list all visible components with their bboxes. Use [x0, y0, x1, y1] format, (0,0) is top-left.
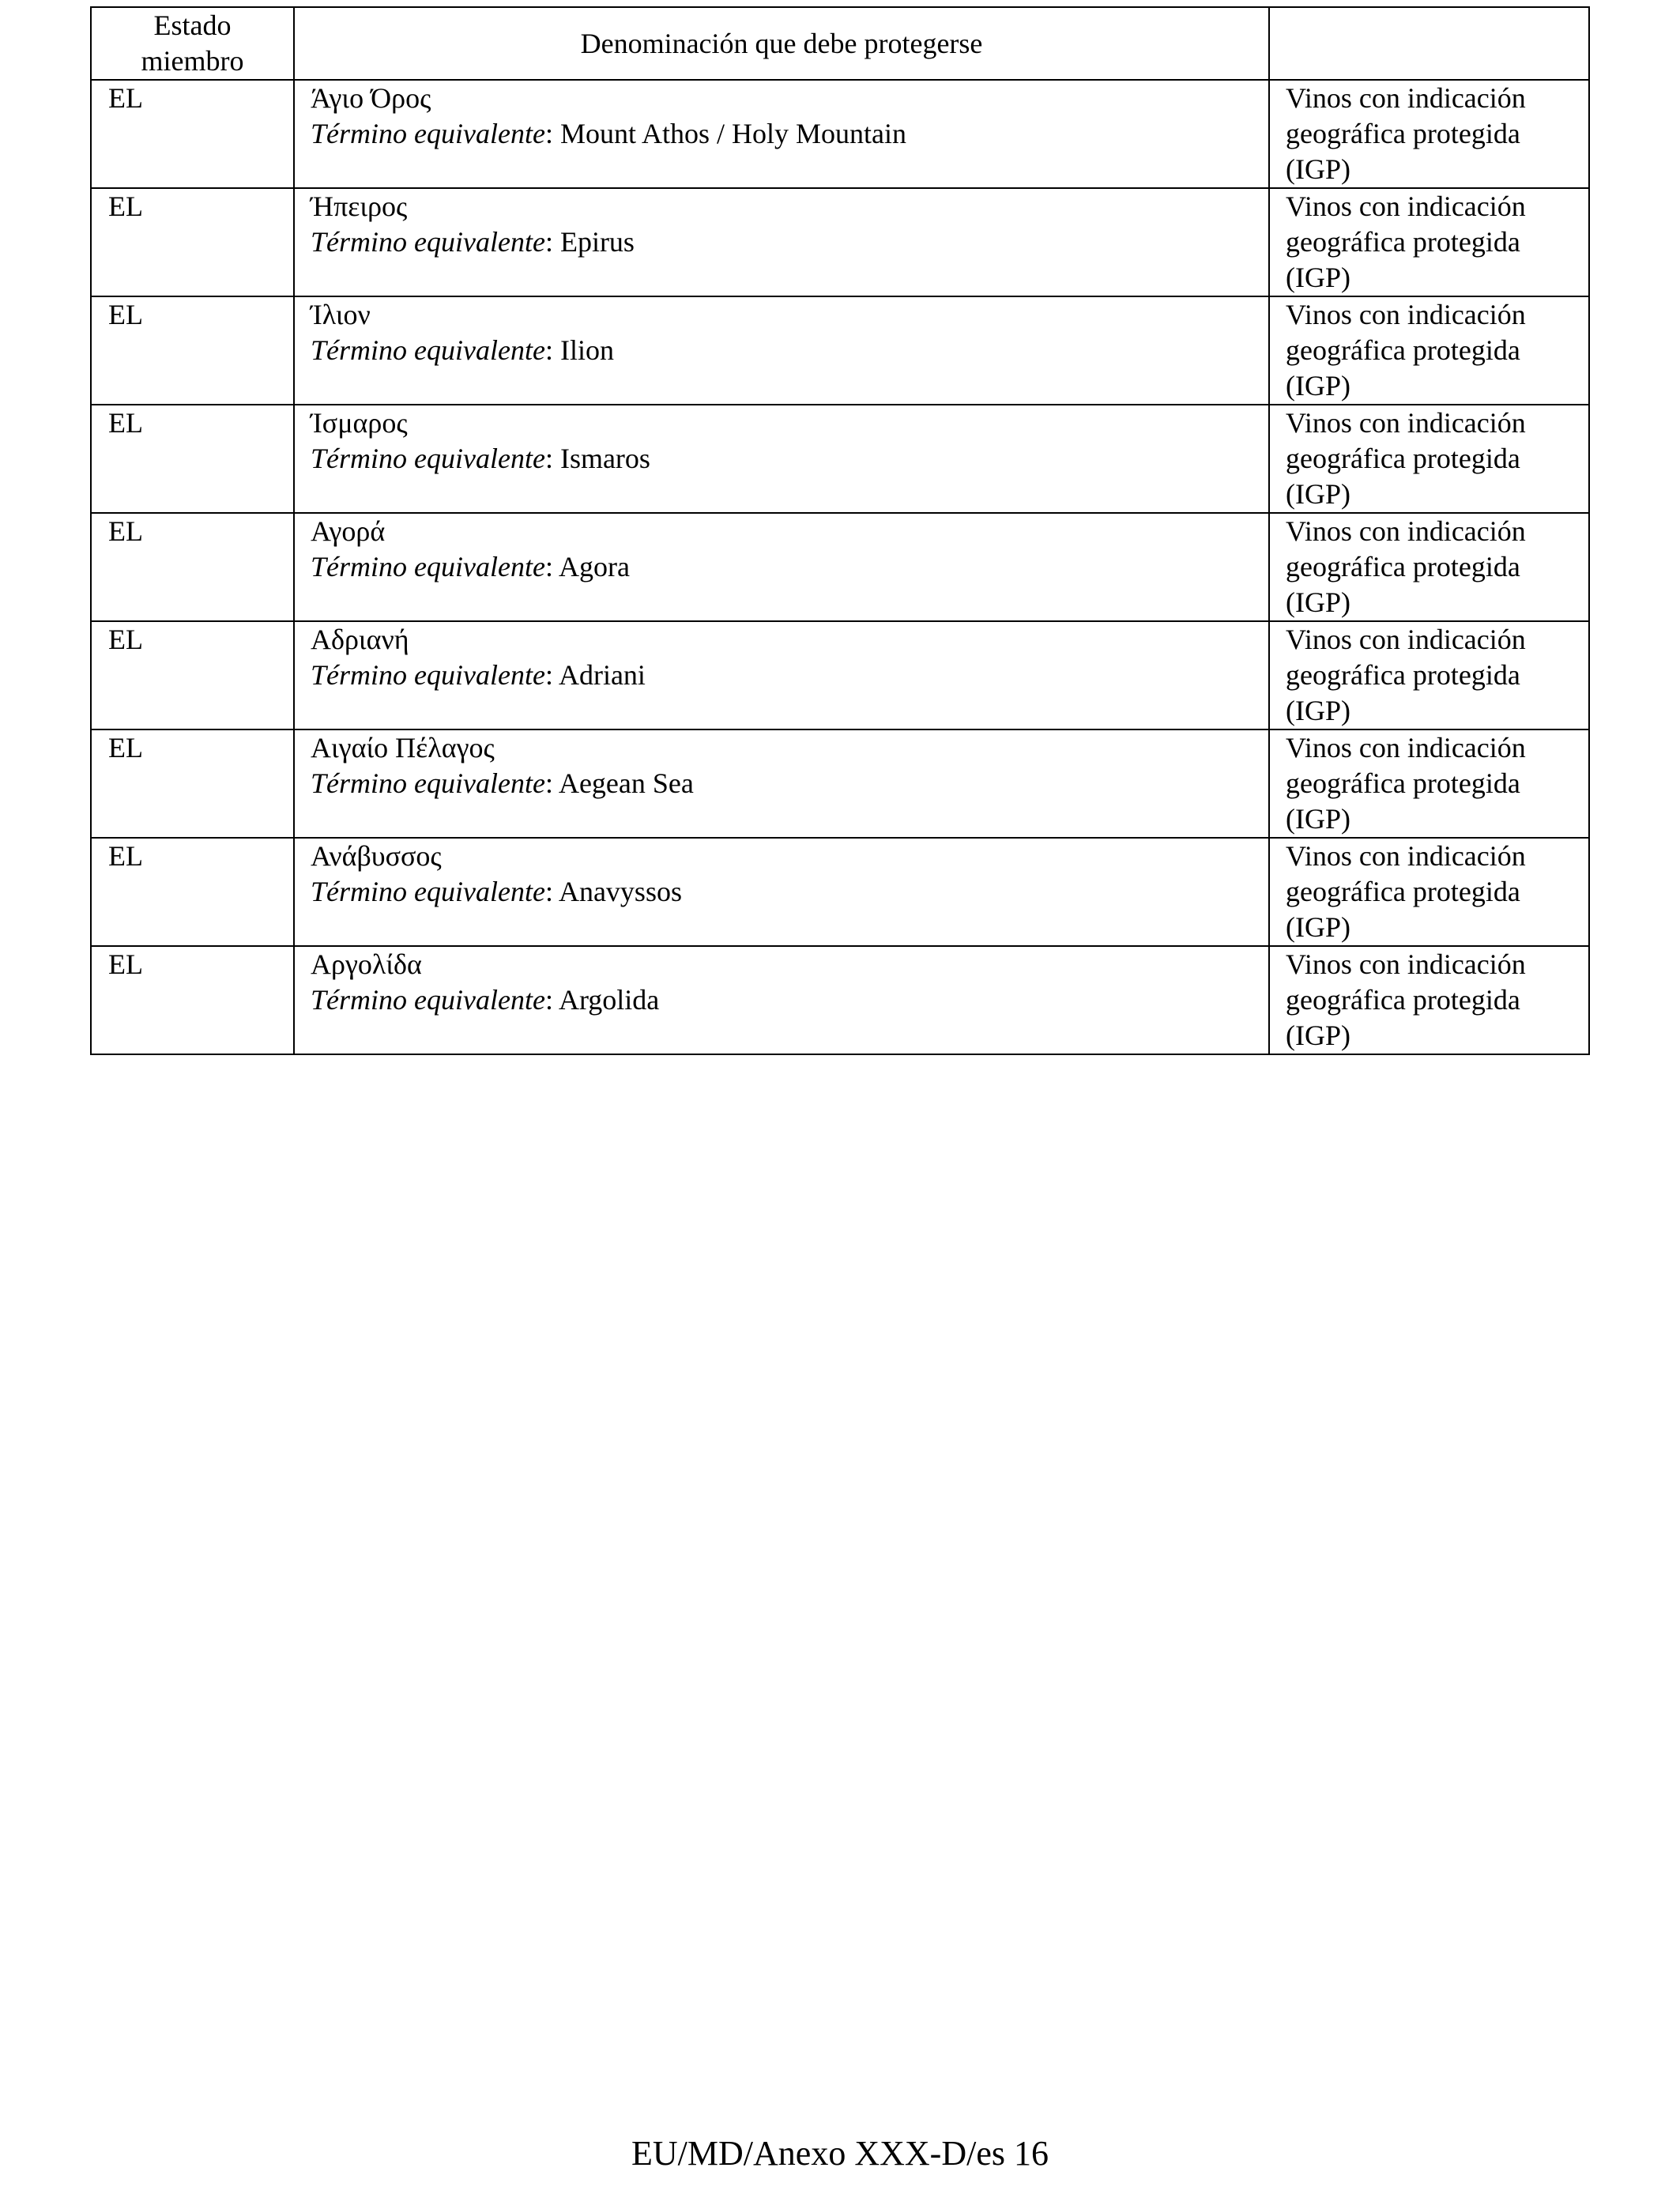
table-row — [91, 621, 1589, 729]
header-member-state — [91, 7, 294, 80]
equivalent-term-line: Término equivalente: Anavyssos — [311, 876, 682, 907]
cell-member-state: EL — [91, 80, 294, 188]
category-text-line: Vinos con indicación — [1286, 190, 1526, 222]
category-text-line: (IGP) — [1286, 153, 1350, 185]
category-text-line: geográfica protegida — [1286, 226, 1520, 258]
category-text-line: Vinos con indicación — [1286, 299, 1526, 330]
header-protected-name: Denominación que debe protegerse — [294, 7, 1269, 80]
equivalent-term-line: Término equivalente: Aegean Sea — [311, 767, 694, 799]
category-text-line: (IGP) — [1286, 370, 1350, 401]
equivalent-term-value: Argolida — [558, 984, 660, 1016]
category-text-line: Vinos con indicación — [1286, 407, 1526, 439]
page-footer-reference: EU/MD/Anexo XXX-D/es 16 — [631, 2134, 1049, 2173]
protected-name-text: Αγορά — [311, 515, 386, 547]
equivalent-term-value: Mount Athos / Holy Mountain — [559, 118, 906, 149]
table-row — [91, 188, 1589, 296]
cell-member-state: EL — [91, 729, 294, 838]
equivalent-term-value: Agora — [558, 551, 630, 582]
category-text-line: geográfica protegida — [1286, 443, 1520, 474]
equivalent-term-label: Término equivalente — [311, 659, 545, 691]
protected-name-text: Ήπειρος — [311, 190, 408, 222]
table-row — [91, 838, 1589, 946]
cell-member-state: EL — [91, 296, 294, 405]
table-row — [91, 80, 1589, 188]
cell-category — [1269, 188, 1589, 296]
cell-category — [1269, 946, 1589, 1054]
table-row — [91, 405, 1589, 513]
equivalent-term-label: Término equivalente — [311, 226, 545, 258]
table-row — [91, 513, 1589, 621]
table-row — [91, 729, 1589, 838]
cell-protected-name — [294, 296, 1269, 405]
equivalent-term-value: Anavyssos — [558, 876, 682, 907]
category-text-line: (IGP) — [1286, 1020, 1350, 1051]
equivalent-term-label: Término equivalente — [311, 118, 545, 149]
equivalent-term-line: Término equivalente: Ilion — [311, 334, 614, 366]
equivalent-term-line: Término equivalente: Argolida — [311, 984, 660, 1016]
category-text-line: geográfica protegida — [1286, 334, 1520, 366]
category-text-line: (IGP) — [1286, 911, 1350, 943]
cell-category — [1269, 729, 1589, 838]
protected-name-text: Αιγαίο Πέλαγος — [311, 732, 495, 763]
cell-protected-name — [294, 621, 1269, 729]
category-text-line: Vinos con indicación — [1286, 515, 1526, 547]
protected-name-text: Αδριανή — [311, 624, 409, 655]
cell-member-state: EL — [91, 838, 294, 946]
equivalent-term-value: Adriani — [558, 659, 646, 691]
cell-category — [1269, 621, 1589, 729]
header-category — [1269, 7, 1589, 80]
equivalent-term-value: Aegean Sea — [558, 767, 694, 799]
category-text-line: (IGP) — [1286, 262, 1350, 293]
table-row — [91, 946, 1589, 1054]
cell-protected-name — [294, 838, 1269, 946]
header-member-state-line-2: miembro — [141, 45, 244, 77]
cell-category — [1269, 405, 1589, 513]
category-text-line: (IGP) — [1286, 586, 1350, 618]
equivalent-term-label: Término equivalente — [311, 551, 545, 582]
cell-member-state: EL — [91, 188, 294, 296]
category-text-line: (IGP) — [1286, 695, 1350, 726]
cell-member-state: EL — [91, 513, 294, 621]
category-text-line: Vinos con indicación — [1286, 624, 1526, 655]
equivalent-term-line: Término equivalente: Adriani — [311, 659, 646, 691]
cell-protected-name — [294, 80, 1269, 188]
protected-names-table — [90, 6, 1590, 1055]
category-text-line: Vinos con indicación — [1286, 948, 1526, 980]
cell-protected-name — [294, 729, 1269, 838]
cell-member-state: EL — [91, 946, 294, 1054]
cell-category — [1269, 296, 1589, 405]
cell-category — [1269, 513, 1589, 621]
equivalent-term-line: Término equivalente: Ismaros — [311, 443, 650, 474]
category-text-line: (IGP) — [1286, 803, 1350, 835]
table-body — [91, 80, 1589, 1054]
category-text-line: (IGP) — [1286, 478, 1350, 510]
table-row — [91, 296, 1589, 405]
cell-member-state: EL — [91, 405, 294, 513]
category-text-line: geográfica protegida — [1286, 876, 1520, 907]
category-text-line: geográfica protegida — [1286, 984, 1520, 1016]
category-text-line: geográfica protegida — [1286, 551, 1520, 582]
cell-protected-name — [294, 188, 1269, 296]
equivalent-term-label: Término equivalente — [311, 443, 545, 474]
cell-category — [1269, 80, 1589, 188]
table-header-row — [91, 7, 1589, 80]
category-text-line: geográfica protegida — [1286, 659, 1520, 691]
equivalent-term-label: Término equivalente — [311, 876, 545, 907]
protected-name-text: Αργολίδα — [311, 948, 422, 980]
cell-protected-name — [294, 405, 1269, 513]
equivalent-term-line: Término equivalente: Epirus — [311, 226, 635, 258]
category-text-line: geográfica protegida — [1286, 767, 1520, 799]
category-text-line: geográfica protegida — [1286, 118, 1520, 149]
equivalent-term-value: Ilion — [559, 334, 614, 366]
equivalent-term-line: Término equivalente: Agora — [311, 551, 630, 582]
cell-category — [1269, 838, 1589, 946]
category-text-line: Vinos con indicación — [1286, 82, 1526, 114]
protected-name-text: Ανάβυσσος — [311, 840, 442, 872]
equivalent-term-value: Ismaros — [559, 443, 650, 474]
cell-protected-name — [294, 946, 1269, 1054]
equivalent-term-label: Término equivalente — [311, 984, 545, 1016]
equivalent-term-label: Término equivalente — [311, 334, 545, 366]
protected-name-text: Ίλιον — [311, 299, 371, 330]
cell-protected-name — [294, 513, 1269, 621]
equivalent-term-value: Epirus — [559, 226, 635, 258]
protected-name-text: Άγιο Όρος — [311, 82, 431, 114]
category-text-line: Vinos con indicación — [1286, 732, 1526, 763]
header-member-state-line-1: Estado — [153, 9, 232, 41]
equivalent-term-label: Término equivalente — [311, 767, 545, 799]
category-text-line: Vinos con indicación — [1286, 840, 1526, 872]
cell-member-state: EL — [91, 621, 294, 729]
protected-name-text: Ίσμαρος — [311, 407, 408, 439]
equivalent-term-line: Término equivalente: Mount Athos / Holy Mountain — [311, 118, 906, 149]
